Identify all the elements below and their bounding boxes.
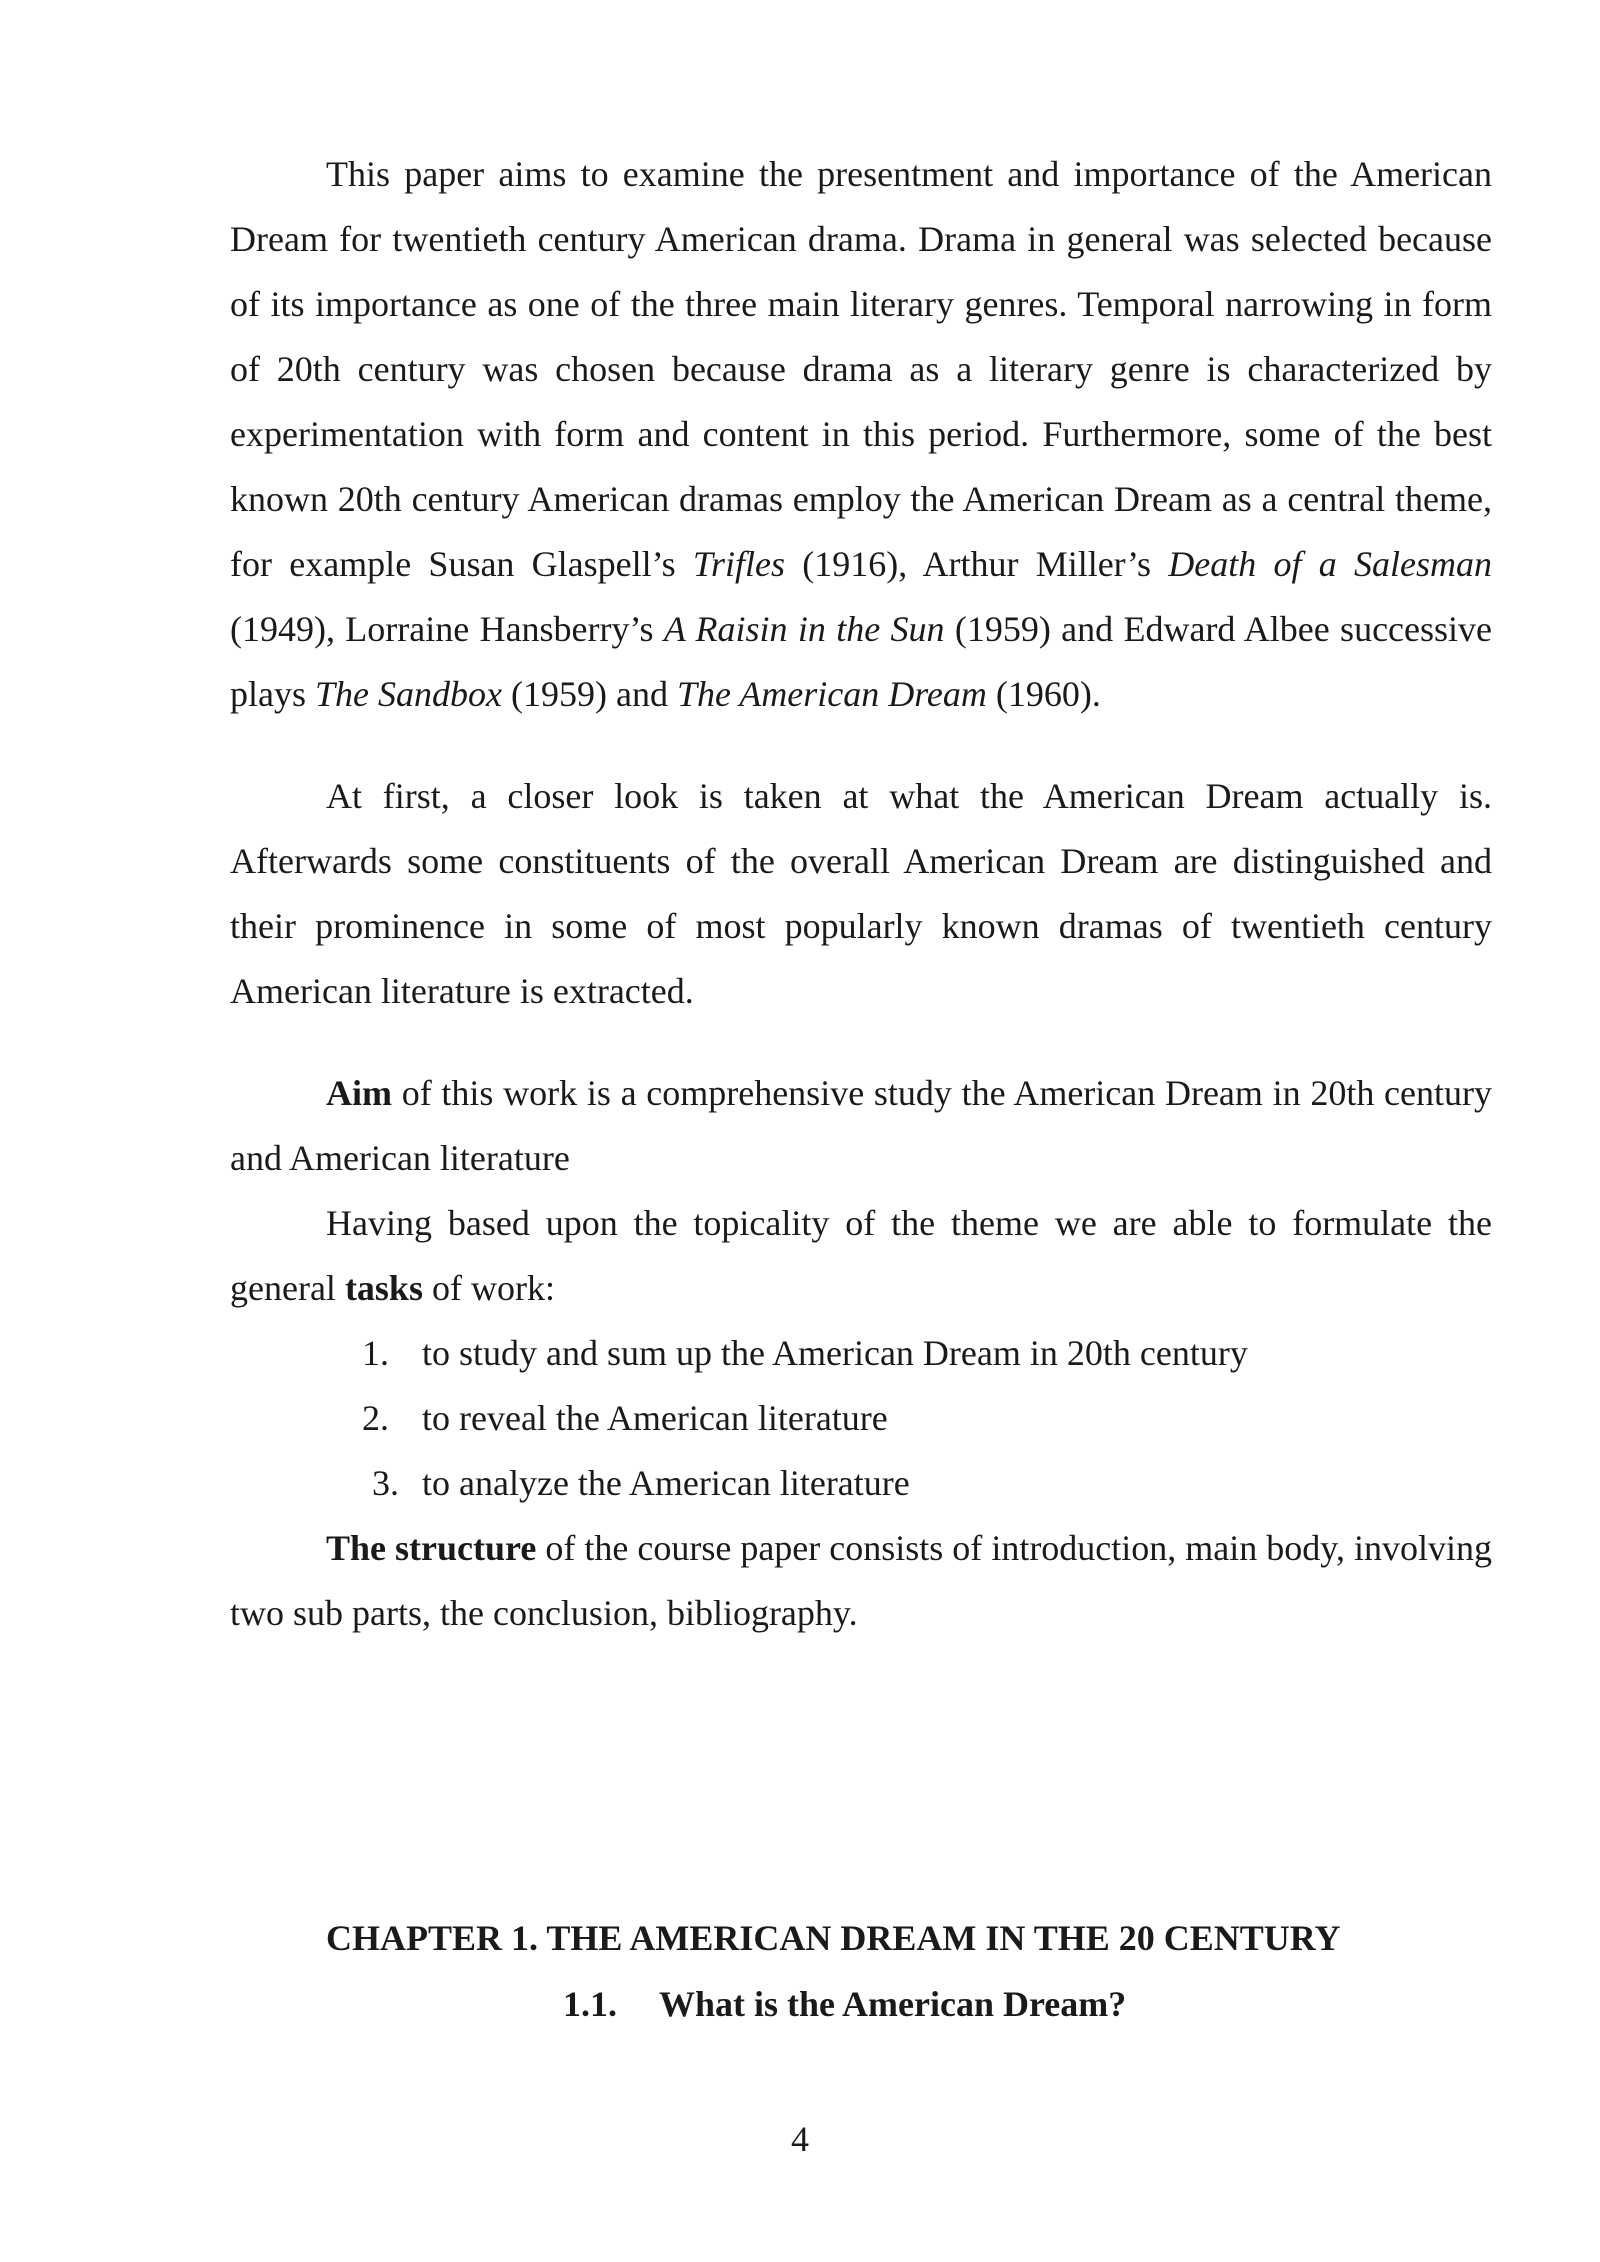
list-item xyxy=(230,1386,1492,1451)
paragraph-purpose-text-2: (1916), Arthur Miller’s xyxy=(784,544,1169,584)
paragraph-structure xyxy=(230,1516,1492,1646)
list-item-text: to analyze the American literature xyxy=(422,1463,910,1503)
chapter-heading: CHAPTER 1. THE AMERICAN DREAM IN THE 20 CENTURY xyxy=(326,1918,1341,1958)
section-number: 1.1. xyxy=(563,1984,617,2024)
paragraph-aim xyxy=(230,1061,1492,1191)
paragraph-purpose-text: This paper aims to examine the presentment and importance of the American Dream for twentieth century American drama. Drama in general was selected because of its importance as one of the three main literary genres. Temporal narrowing in form of 20th century was chosen because drama as a literary genre is characterized by experimentation with form and content in this period. Furthermore, some of the best known 20th century American dramas employ the American Dream as a central theme, for example Susan Glaspell’s xyxy=(230,154,1492,584)
list-item xyxy=(230,1321,1492,1386)
tasks-label: tasks xyxy=(344,1268,423,1308)
tasks-text-after: of work: xyxy=(422,1268,555,1308)
paragraph-purpose xyxy=(230,142,1492,727)
title-the-sandbox: The Sandbox xyxy=(315,674,502,714)
tasks-list xyxy=(230,1321,1492,1516)
tasks-text-before: Having based upon the topicality of the theme we are able to formulate the general xyxy=(230,1203,1492,1308)
title-the-american-dream: The American Dream xyxy=(676,674,987,714)
paragraph-purpose-text-3: (1949), Lorraine Hansberry’s xyxy=(230,609,664,649)
section-heading xyxy=(563,1972,1263,2037)
list-item-number: 1. xyxy=(362,1333,389,1373)
list-item-text: to study and sum up the American Dream in 20th century xyxy=(422,1333,1248,1373)
paragraph-tasks xyxy=(230,1191,1492,1321)
title-trifles: Trifles xyxy=(692,544,785,584)
structure-text: of the course paper consists of introduction, main body, involving two sub parts, the conclusion, bibliography. xyxy=(230,1528,1492,1633)
title-death-of-a-salesman: Death of a Salesman xyxy=(1168,544,1493,584)
paragraph-approach: At first, a closer look is taken at what the American Dream actually is. Afterwards some constituents of the overall American Dream are distinguished and their prominence in some of most popularly known dramas of twentieth century American literature is extracted. xyxy=(230,776,1492,1011)
section-title: What is the American Dream? xyxy=(659,1984,1127,2024)
structure-label: The structure xyxy=(326,1528,537,1568)
paragraph-purpose-text-5: (1959) and xyxy=(501,674,677,714)
list-item xyxy=(230,1451,1492,1516)
aim-text: of this work is a comprehensive study the American Dream in 20th century and American literature xyxy=(230,1073,1492,1178)
page-number: 4 xyxy=(791,2119,809,2159)
list-item-text: to reveal the American literature xyxy=(422,1398,888,1438)
intro-text-block xyxy=(230,142,1492,1646)
paragraph-purpose-text-4: (1959) and Edward Albee successive plays xyxy=(230,609,1493,714)
aim-label: Aim xyxy=(326,1073,392,1113)
paragraph-purpose-text-6: (1960). xyxy=(986,674,1101,714)
list-item-number: 2. xyxy=(362,1398,389,1438)
list-item-number: 3. xyxy=(372,1463,399,1503)
title-a-raisin-in-the-sun: A Raisin in the Sun xyxy=(663,609,945,649)
